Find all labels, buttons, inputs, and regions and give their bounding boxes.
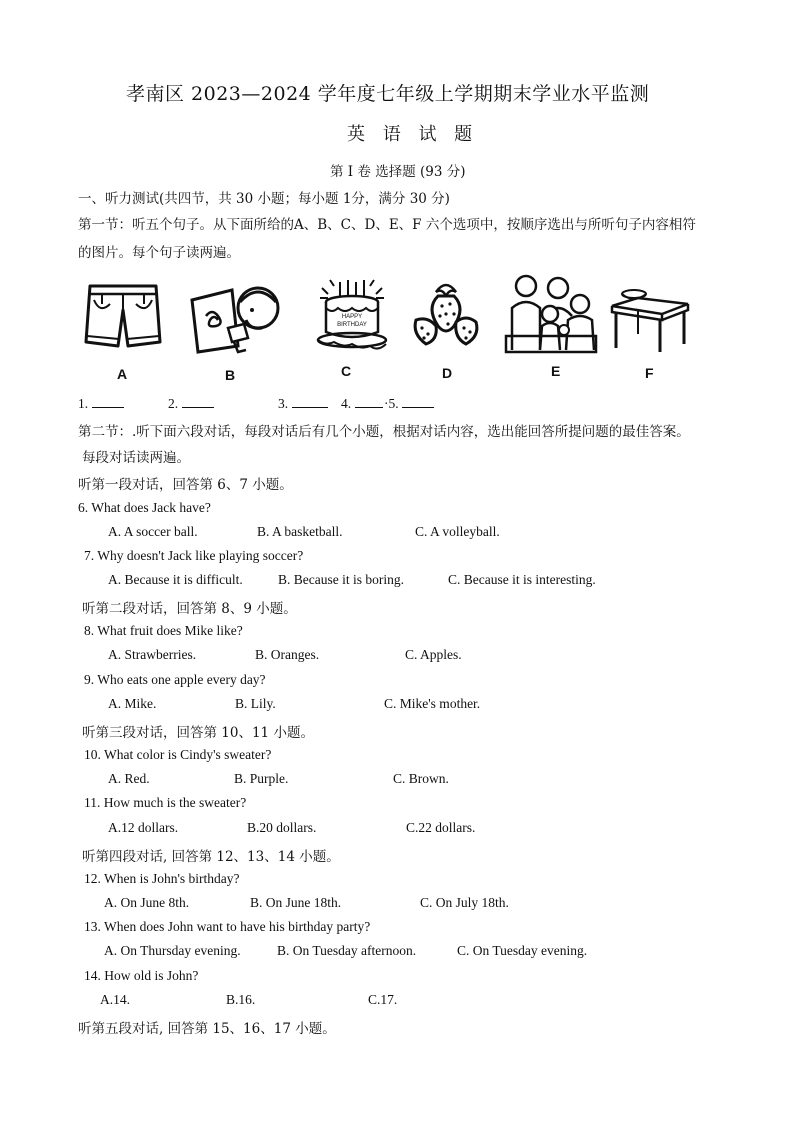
q14-option-b[interactable]: B.16. — [226, 992, 256, 1007]
q11-option-c[interactable]: C.22 dollars. — [406, 820, 476, 835]
picture-label-b: B — [225, 367, 236, 383]
family-icon — [502, 272, 598, 358]
dialogue-3-heading: 听第三段对话，回答第 10、11 小题。 — [82, 725, 314, 741]
subject-title: 英 语 试 题 — [347, 124, 479, 145]
picture-label-a: A — [117, 366, 128, 382]
cake-text-happy: HAPPY — [341, 314, 363, 320]
volume-heading: 第 I 卷 选择题 (93 分) — [330, 164, 466, 180]
dialogue-2-heading: 听第二段对话，回答第 8、9 小题。 — [82, 601, 297, 617]
q14-option-a[interactable]: A.14. — [100, 992, 130, 1007]
section-heading: 一、听力测试(共四节，共 30 小题；每小题 1分，满分 30 分) — [78, 191, 450, 207]
question-12: 12. When is John's birthday? — [84, 871, 240, 886]
page-title: 孝南区 2023—2024 学年度七年级上学期期末学业水平监测 — [126, 83, 650, 105]
q6-option-b[interactable]: B. A basketball. — [257, 524, 343, 539]
q6-option-c[interactable]: C. A volleyball. — [415, 524, 500, 539]
q8-option-a[interactable]: A. Strawberries. — [108, 647, 197, 662]
q9-option-c[interactable]: C. Mike's mother. — [384, 696, 481, 711]
picture-label-c: C — [341, 363, 352, 379]
part2-instruction-cont: 每段对话读两遍。 — [82, 450, 190, 466]
part2-instruction: 第二节：.听下面六段对话，每段对话后有几个小题，根据对话内容，选出能回答所提问题的最佳答案。 — [78, 424, 690, 440]
answer-blank-5[interactable]: ·5. — [384, 396, 434, 412]
part1-instruction: 第一节：听五个句子。从下面所给的A、B、C、D、E、F 六个选项中，按顺序选出与所听句子内容相符 — [78, 217, 696, 233]
q10-option-b[interactable]: B. Purple. — [234, 771, 289, 786]
answer-blank-1[interactable]: 1. — [78, 396, 124, 412]
question-10: 10. What color is Cindy's sweater? — [84, 747, 272, 762]
q11-option-b[interactable]: B.20 dollars. — [247, 820, 317, 835]
dialogue-4-heading: 听第四段对话, 回答第 12、13、14 小题。 — [82, 849, 340, 865]
picture-label-e: E — [551, 363, 561, 379]
question-8: 8. What fruit does Mike like? — [84, 623, 243, 638]
q7-option-a[interactable]: A. Because it is difficult. — [108, 572, 243, 587]
question-14: 14. How old is John? — [84, 968, 199, 983]
q10-option-a[interactable]: A. Red. — [108, 771, 150, 786]
question-11: 11. How much is the sweater? — [84, 795, 247, 810]
answer-blank-3[interactable]: 3. — [278, 396, 328, 412]
q14-option-c[interactable]: C.17. — [368, 992, 398, 1007]
answer-blank-4[interactable]: 4. — [341, 396, 383, 412]
q7-option-c[interactable]: C. Because it is interesting. — [448, 572, 596, 587]
q9-option-a[interactable]: A. Mike. — [108, 696, 157, 711]
child-drawing-icon — [188, 280, 288, 356]
q10-option-c[interactable]: C. Brown. — [393, 771, 449, 786]
picture-label-d: D — [442, 365, 453, 381]
q8-option-b[interactable]: B. Oranges. — [255, 647, 320, 662]
question-6: 6. What does Jack have? — [78, 500, 211, 515]
part1-instruction-cont: 的图片。每个句子读两遍。 — [78, 245, 240, 261]
q13-option-b[interactable]: B. On Tuesday afternoon. — [277, 943, 417, 958]
q13-option-c[interactable]: C. On Tuesday evening. — [457, 943, 588, 958]
dialogue-5-heading: 听第五段对话, 回答第 15、16、17 小题。 — [78, 1021, 336, 1037]
dialogue-1-heading: 听第一段对话，回答第 6、7 小题。 — [78, 477, 293, 493]
picture-label-f: F — [645, 365, 654, 381]
q6-option-a[interactable]: A. A soccer ball. — [108, 524, 198, 539]
birthday-cake-icon — [312, 274, 392, 354]
q8-option-c[interactable]: C. Apples. — [405, 647, 462, 662]
q7-option-b[interactable]: B. Because it is boring. — [278, 572, 404, 587]
question-13: 13. When does John want to have his birthday party? — [84, 919, 371, 934]
question-9: 9. Who eats one apple every day? — [84, 672, 266, 687]
q12-option-b[interactable]: B. On June 18th. — [250, 895, 342, 910]
question-7: 7. Why doesn't Jack like playing soccer? — [84, 548, 304, 563]
table-icon — [608, 286, 690, 354]
q12-option-c[interactable]: C. On July 18th. — [420, 895, 509, 910]
q12-option-a[interactable]: A. On June 8th. — [104, 895, 190, 910]
q11-option-a[interactable]: A.12 dollars. — [108, 820, 179, 835]
cake-text-birthday: BIRTHDAY — [337, 322, 367, 328]
answer-blank-2[interactable]: 2. — [168, 396, 214, 412]
strawberries-icon — [410, 278, 482, 350]
shorts-icon — [82, 280, 164, 352]
q9-option-b[interactable]: B. Lily. — [235, 696, 276, 711]
q13-option-a[interactable]: A. On Thursday evening. — [104, 943, 241, 958]
